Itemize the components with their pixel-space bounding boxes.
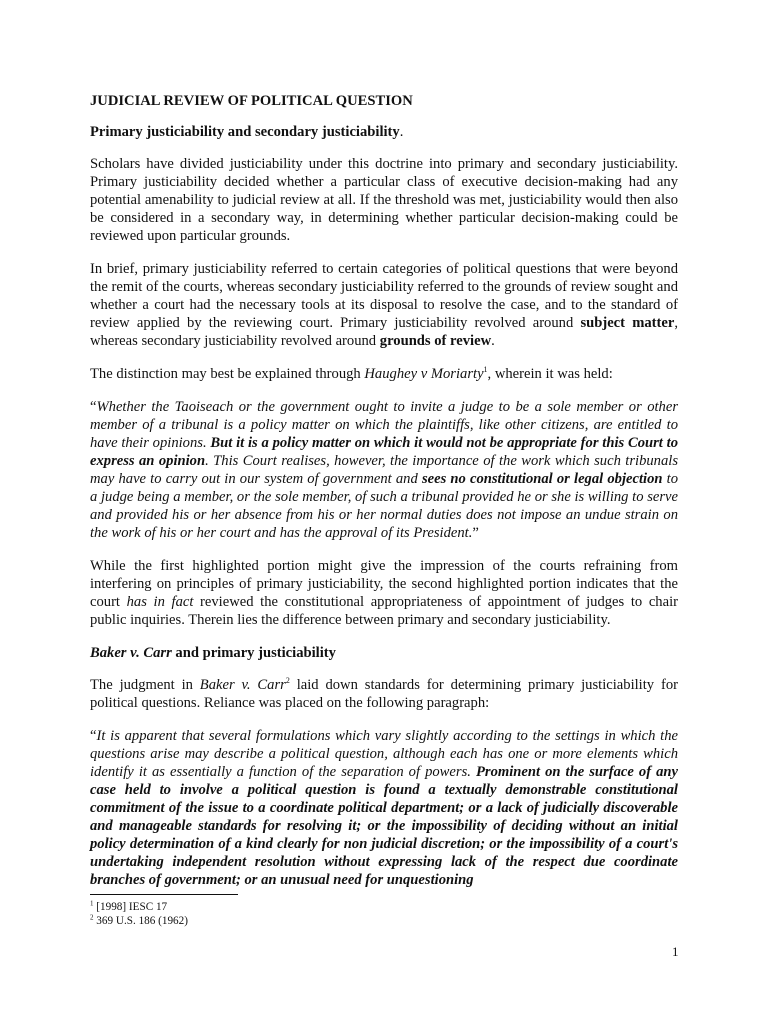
- page-number: 1: [672, 944, 679, 959]
- quote-baker: “It is apparent that several formulations which vary slightly according to the settings in which the questions arise may describe a political question, although each has one or more elements which identify it as essentially a function of the separation of powers. Prominent on the surface of any case held to involve a political question is found a textually demonstrable constitutional commitment of the issue to a coordinate political department; or a lack of judicially discoverable and manageable standards for resolving it; or the impossibility of deciding without an initial policy determination of a kind clearly for non judicial discretion; or the impossibility of a court's undertaking independent resolution without expressing lack of the respect due coordinate branches of government; or an unusual need for unquestioning: [90, 728, 678, 888]
- highlight-baker-standards: Prominent on the surface of any case held to involve a political question is found a textually demonstrable constitutional commitment of the issue to a coordinate political department; or a lack of judicially discoverable and manageable standards for resolving it; or the impossibility of deciding without an initial policy determination of a kind clearly for non judicial discretion; or the impossibility of a court's undertaking independent resolution without expressing lack of the respect due coordinate branches of government; or an unusual need for unquestioning: [90, 764, 678, 888]
- quote-haughey: “Whether the Taoiseach or the government ought to invite a judge to be a sole member or other member of a tribunal is a policy matter on which the plaintiffs, like other citizens, are entitled to have their opinions. But it is a policy matter on which it would not be appropriate for this Court to express an opinion. This Court realises, however, the importance of the work which such tribunals may have to carry out in our system of government and sees no constitutional or legal objection to a judge being a member, or the sole member, of such a tribunal provided he or she is willing to serve and provided his or her absence from his or her normal duties does not impose an undue strain on the work of his or her court and has the approval of its President.”: [90, 399, 679, 541]
- footnote-ref-1[interactable]: 1: [483, 365, 488, 375]
- highlight-second: sees no constitutional or legal objection: [421, 471, 663, 487]
- emphasis-subject-matter: subject matter: [580, 315, 675, 331]
- document-title: JUDICIAL REVIEW OF POLITICAL QUESTION: [90, 93, 413, 109]
- footnote-2: $^2$ 369 U.S. 186 (1962): [90, 913, 188, 927]
- paragraph-intro: Scholars have divided justiciability under this doctrine into primary and secondary justiciability. Primary justiciability decided whether a particular class of executive decision-making had any potential amenability to judicial review at all. If the threshold was met, justiciability would then also be considered in a secondary way, in determining whether particular decision-making could be reviewed upon particular grounds.: [90, 156, 678, 244]
- paragraph-baker-judgment: The judgment in Baker v. Carr$^2$ laid down standards for determining primary justiciability for political questions. Reliance was placed on the following paragraph:: [90, 676, 678, 711]
- section-heading-primary-secondary: Primary justiciability and secondary justiciability.: [90, 124, 404, 140]
- footnote-ref-2[interactable]: 2: [285, 676, 290, 686]
- document-body: [90, 92, 678, 904]
- footnotes: [90, 900, 188, 928]
- section-heading-baker-v-carr: Baker v. Carr and primary justiciability: [90, 645, 336, 661]
- paragraph-in-brief: In brief, primary justiciability referred to certain categories of political questions that were beyond the remit of the courts, whereas secondary justiciability referred to the grounds of review sought and whether a court had the necessary tools at its disposal to resolve the case, and to the standard of review applied by the reviewing court. Primary justiciability revolved around subject matter, whereas secondary justiciability revolved around grounds of review.: [90, 261, 678, 349]
- highlight-first: But it is a policy matter on which it would not be appropriate for this Court to express an opinion: [90, 435, 678, 469]
- case-name-baker: Baker v. Carr: [199, 677, 286, 693]
- emphasis-grounds-of-review: grounds of review: [379, 333, 492, 349]
- footnote-1: $^1$ [1998] IESC 17: [90, 899, 168, 913]
- paragraph-highlighted-portions: While the first highlighted portion might give the impression of the courts refraining from interfering on principles of primary justiciability, the second highlighted portion indicates that the court has in fact reviewed the constitutional appropriateness of appointment of judges to chair public inquiries. Therein lies the difference between primary and secondary justiciability.: [90, 558, 678, 628]
- case-name-haughey: Haughey v Moriarty: [364, 366, 484, 382]
- paragraph-distinction: The distinction may best be explained through Haughey v Moriarty$^1$, wherein it was held:: [90, 365, 613, 382]
- footnote-separator: [90, 894, 238, 895]
